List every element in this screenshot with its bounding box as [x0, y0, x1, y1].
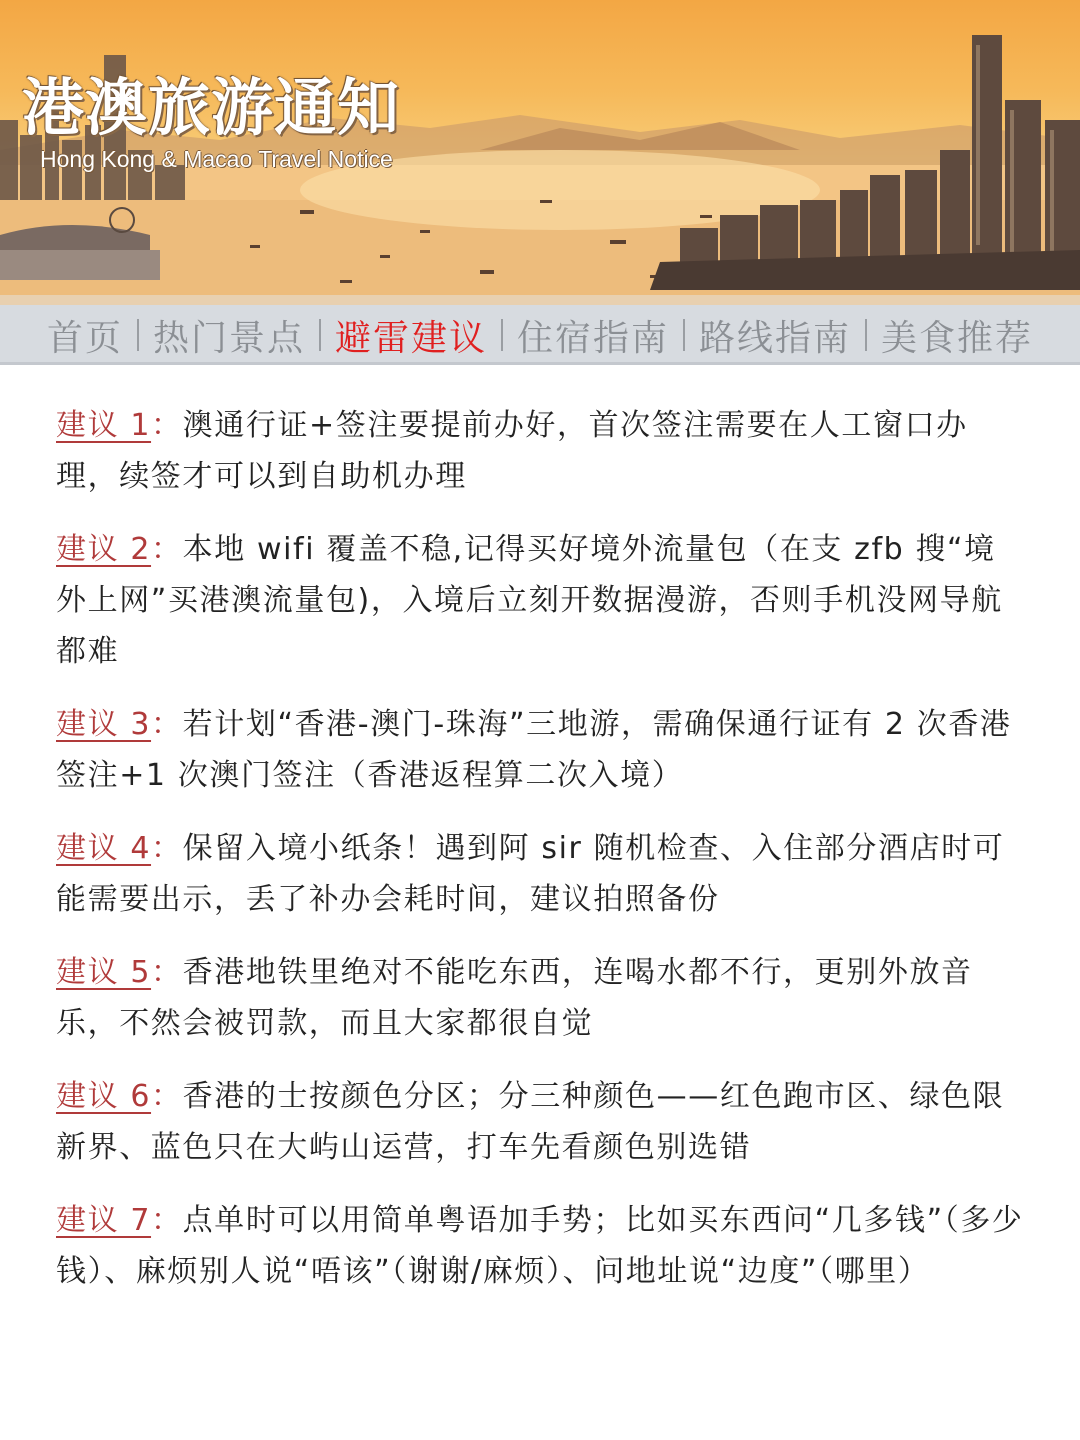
nav-divider — [319, 319, 321, 351]
tip-text: 本地 wifi 覆盖不稳,记得买好境外流量包（在支 zfb 搜“境外上网”买港澳流量包)，入境后立刻开数据漫游，否则手机没网导航都难 — [56, 532, 1003, 669]
tips-list — [56, 400, 1026, 1319]
tip-label: 建议 4 — [56, 831, 152, 866]
tip-text: 保留入境小纸条！遇到阿 sir 随机检查、入住部分酒店时可能需要出示，丢了补办会耗时间，建议拍照备份 — [56, 831, 1005, 917]
nav-item-food[interactable]: 美食推荐 — [881, 317, 1034, 359]
tip-text: 澳通行证+签注要提前办好，首次签注需要在人工窗口办理，续签才可以到自助机办理 — [56, 408, 968, 494]
tip-label: 建议 5 — [56, 955, 152, 990]
tip-item: 建议 4：保留入境小纸条！遇到阿 sir 随机检查、入住部分酒店时可能需要出示，丢了补办会耗时间，建议拍照备份 — [56, 831, 1005, 917]
nav-divider — [501, 319, 503, 351]
hero-banner — [0, 0, 1080, 305]
nav-item-home[interactable]: 首页 — [46, 317, 123, 359]
tip-label: 建议 7 — [56, 1203, 152, 1238]
nav-item-attractions[interactable]: 热门景点 — [152, 317, 305, 359]
tip-item: 建议 3：若计划“香港-澳门-珠海”三地游，需确保通行证有 2 次香港签注+1 次澳门签注（香港返程算二次入境） — [56, 707, 1012, 793]
tip-text: 香港地铁里绝对不能吃东西，连喝水都不行，更别外放音乐，不然会被罚款，而且大家都很自觉 — [56, 955, 973, 1041]
tip-item: 建议 1：澳通行证+签注要提前办好，首次签注需要在人工窗口办理，续签才可以到自助机办理 — [56, 408, 968, 494]
nav-divider — [137, 319, 139, 351]
hero-title: 港澳旅游通知 — [22, 71, 401, 144]
tip-text: 点单时可以用简单粤语加手势；比如买东西问“几多钱”（多少钱）、麻烦别人说“唔该”（谢谢/麻烦）、问地址说“边度”（哪里） — [56, 1203, 1024, 1289]
nav-item-accommodation[interactable]: 住宿指南 — [517, 317, 670, 359]
hero-subtitle: Hong Kong & Macao Travel Notice — [40, 146, 393, 172]
tip-item: 建议 6：香港的士按颜色分区；分三种颜色——红色跑市区、绿色限新界、蓝色只在大屿山运营，打车先看颜色别选错 — [56, 1079, 1005, 1165]
tip-item: 建议 7：点单时可以用简单粤语加手势；比如买东西问“几多钱”（多少钱）、麻烦别人说“唔该”（谢谢/麻烦）、问地址说“边度”（哪里） — [56, 1203, 1024, 1289]
tip-text: 若计划“香港-澳门-珠海”三地游，需确保通行证有 2 次香港签注+1 次澳门签注（香港返程算二次入境） — [56, 707, 1012, 793]
tip-label: 建议 1 — [56, 408, 152, 443]
tip-item: 建议 5：香港地铁里绝对不能吃东西，连喝水都不行，更别外放音乐，不然会被罚款，而且大家都很自觉 — [56, 955, 973, 1041]
tip-label: 建议 3 — [56, 707, 152, 742]
nav-item-routes[interactable]: 路线指南 — [699, 317, 852, 359]
nav-divider — [865, 319, 867, 351]
nav-item-tips[interactable]: 避雷建议 — [334, 317, 487, 359]
tip-label: 建议 6 — [56, 1079, 152, 1114]
category-nav — [0, 305, 1080, 365]
tip-label: 建议 2 — [56, 532, 152, 567]
nav-divider — [683, 319, 685, 351]
tip-text: 香港的士按颜色分区；分三种颜色——红色跑市区、绿色限新界、蓝色只在大屿山运营，打车先看颜色别选错 — [56, 1079, 1005, 1165]
tip-item: 建议 2：本地 wifi 覆盖不稳,记得买好境外流量包（在支 zfb 搜“境外上网”买港澳流量包)，入境后立刻开数据漫游，否则手机没网导航都难 — [56, 532, 1003, 669]
